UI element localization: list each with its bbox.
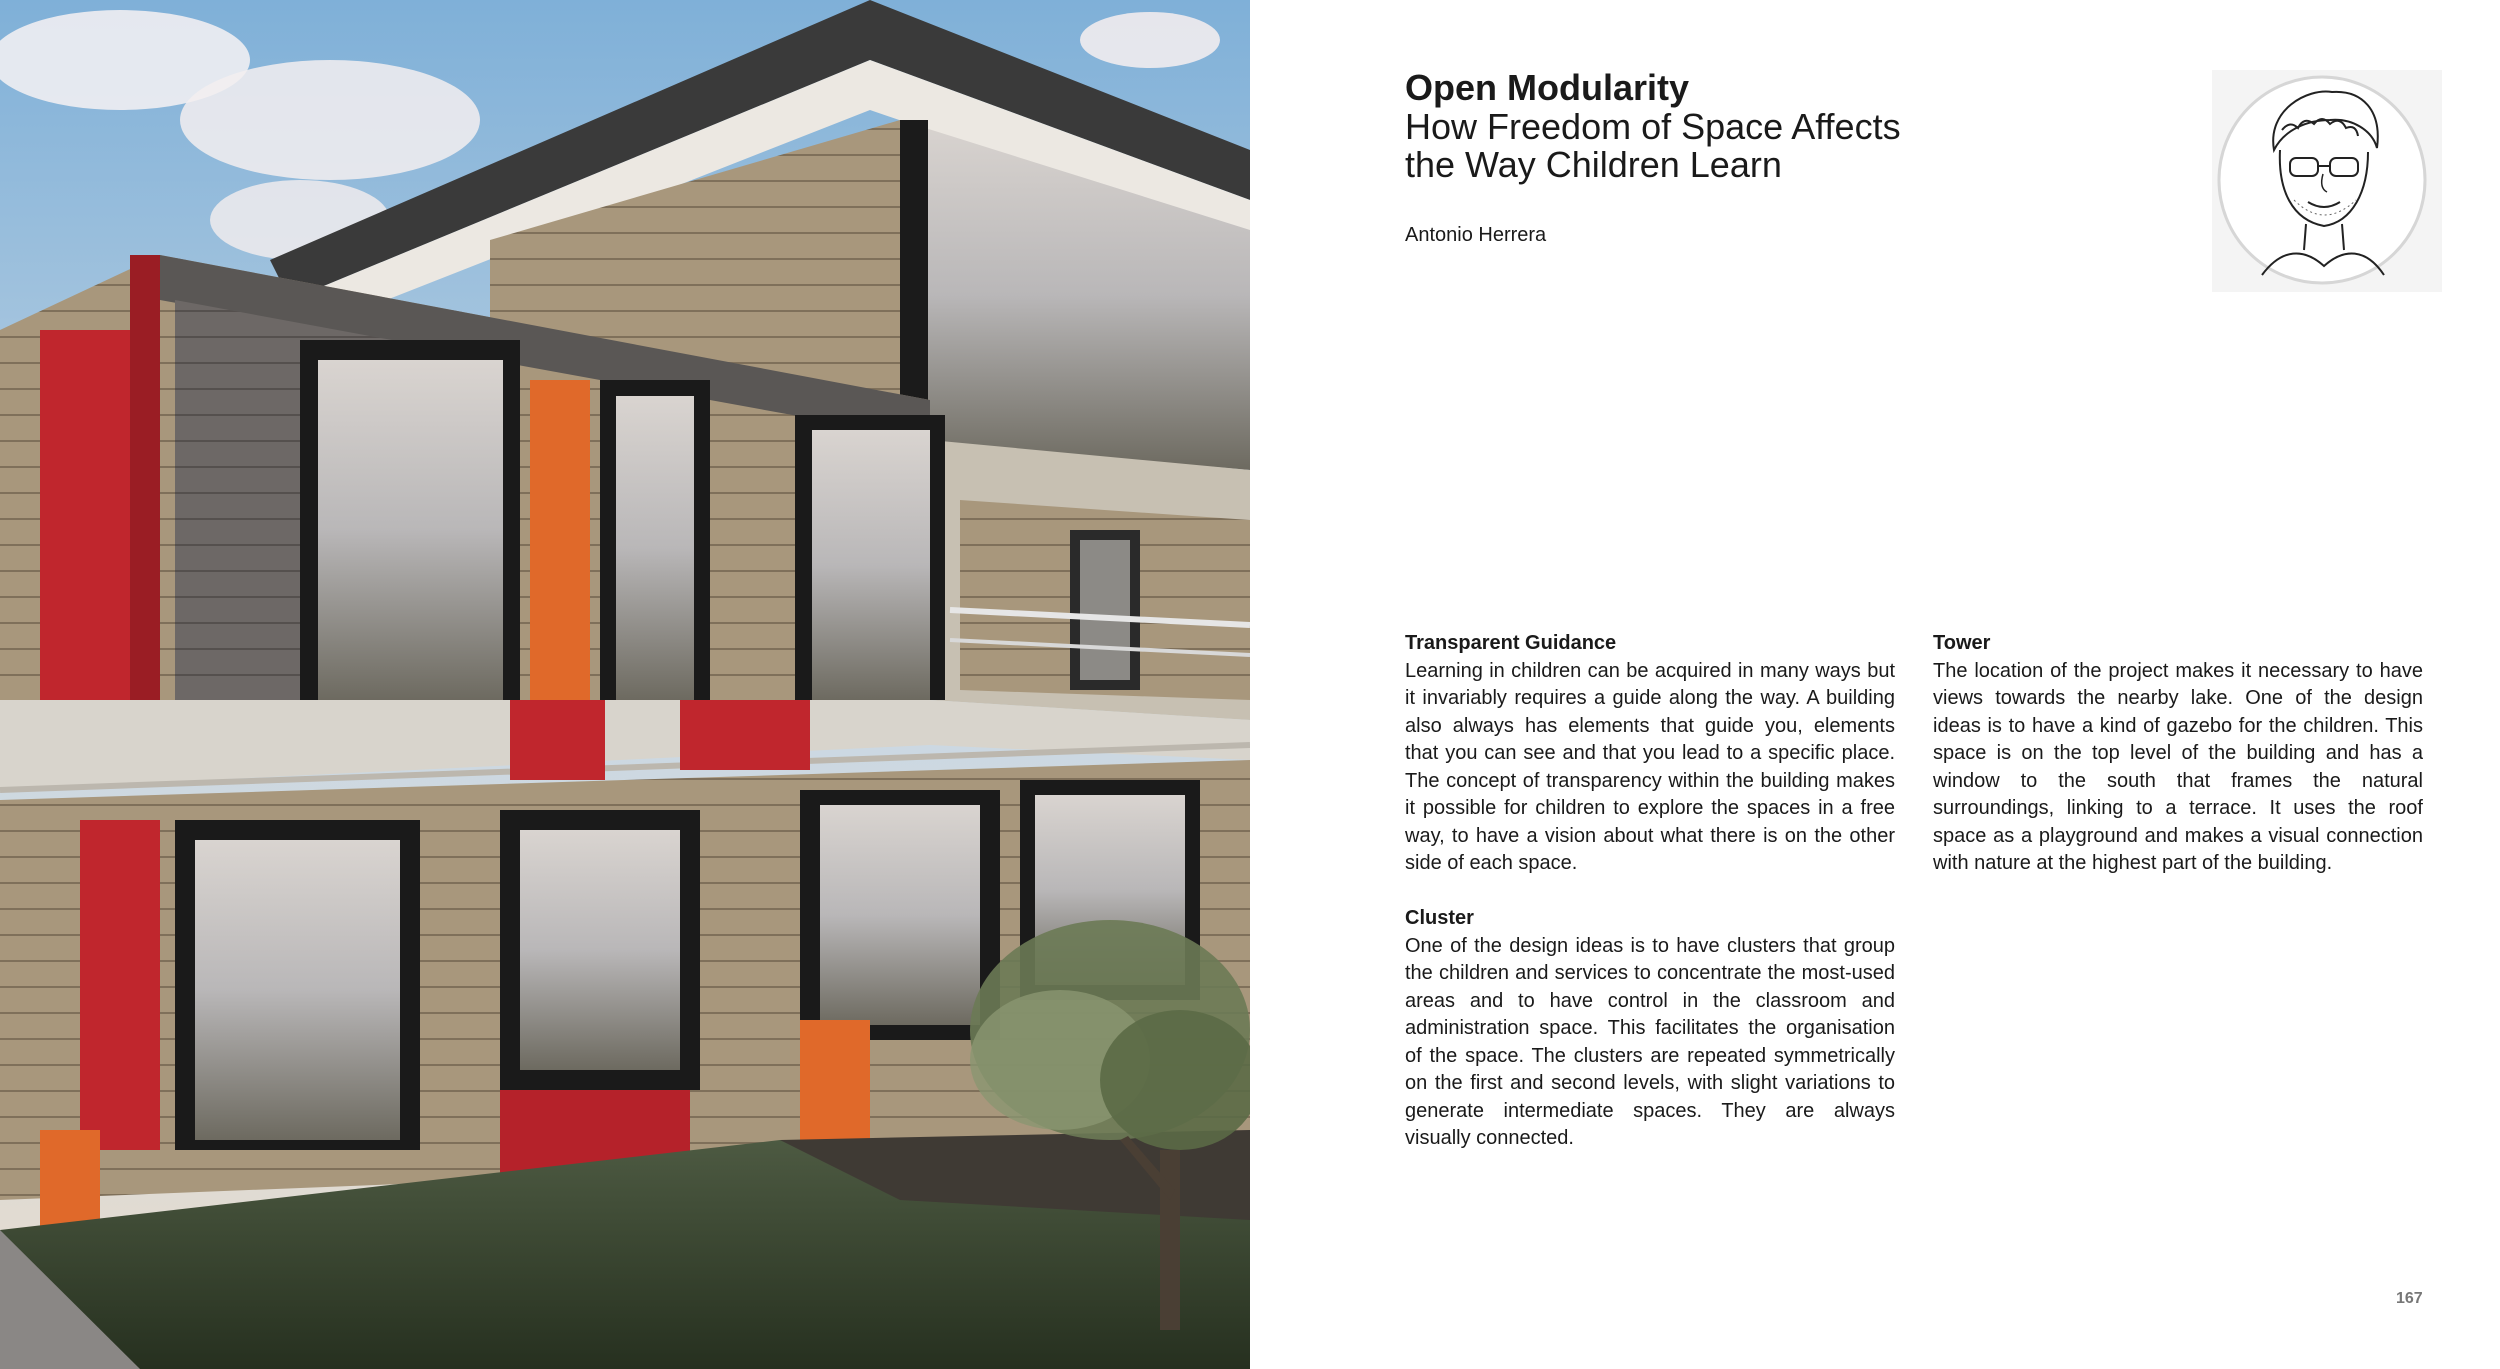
- article-subtitle-line-1: How Freedom of Space Affects: [1405, 106, 1901, 147]
- article-title-block: [1405, 68, 2005, 184]
- section-heading-tower: Tower: [1933, 632, 1991, 654]
- section-body-cluster: One of the design ideas is to have clusters that group the children and services to concentrate the most-used areas and to have control in the classroom and administration space. This facilitates the organisation of the space. The clusters are repeated symmetrically on the first and second levels, with slight variations to generate intermediate spaces. They are always visually connected.: [1405, 934, 1895, 1149]
- right-text-column: [1933, 630, 2423, 878]
- section-heading-cluster: Cluster: [1405, 907, 1474, 929]
- section-body-tower: The location of the project makes it necessary to have views towards the nearby lake. One of the design ideas is to have a kind of gazebo for the children. This space is on the top level of the building and has a window to the south that frames the natural surroundings, linking to a terrace. It uses the roof space as a playground and makes a visual connection with nature at the highest part of the building.: [1933, 659, 2423, 874]
- author-name: Antonio Herrera: [1405, 224, 1547, 246]
- article-subtitle-line-2: the Way Children Learn: [1405, 144, 1782, 185]
- author-portrait: [2212, 70, 2442, 292]
- left-text-column: [1405, 630, 1895, 1153]
- section-heading-transparent-guidance: Transparent Guidance: [1405, 632, 1617, 654]
- page-number: 167: [2396, 1290, 2423, 1307]
- text-page: [1250, 0, 2500, 1369]
- section-body-transparent-guidance: Learning in children can be acquired in many ways but it invariably requires a guide along the way. A building also always has elements that guide you, elements that you can see and that you lead to a specific place. The concept of transparency within the building makes it possible for children to explore the spaces in a free way, to have a vision about what there is on the other side of each space.: [1405, 659, 1895, 874]
- section-spacer: [1405, 878, 1895, 906]
- article-title: Open Modularity: [1405, 67, 1690, 108]
